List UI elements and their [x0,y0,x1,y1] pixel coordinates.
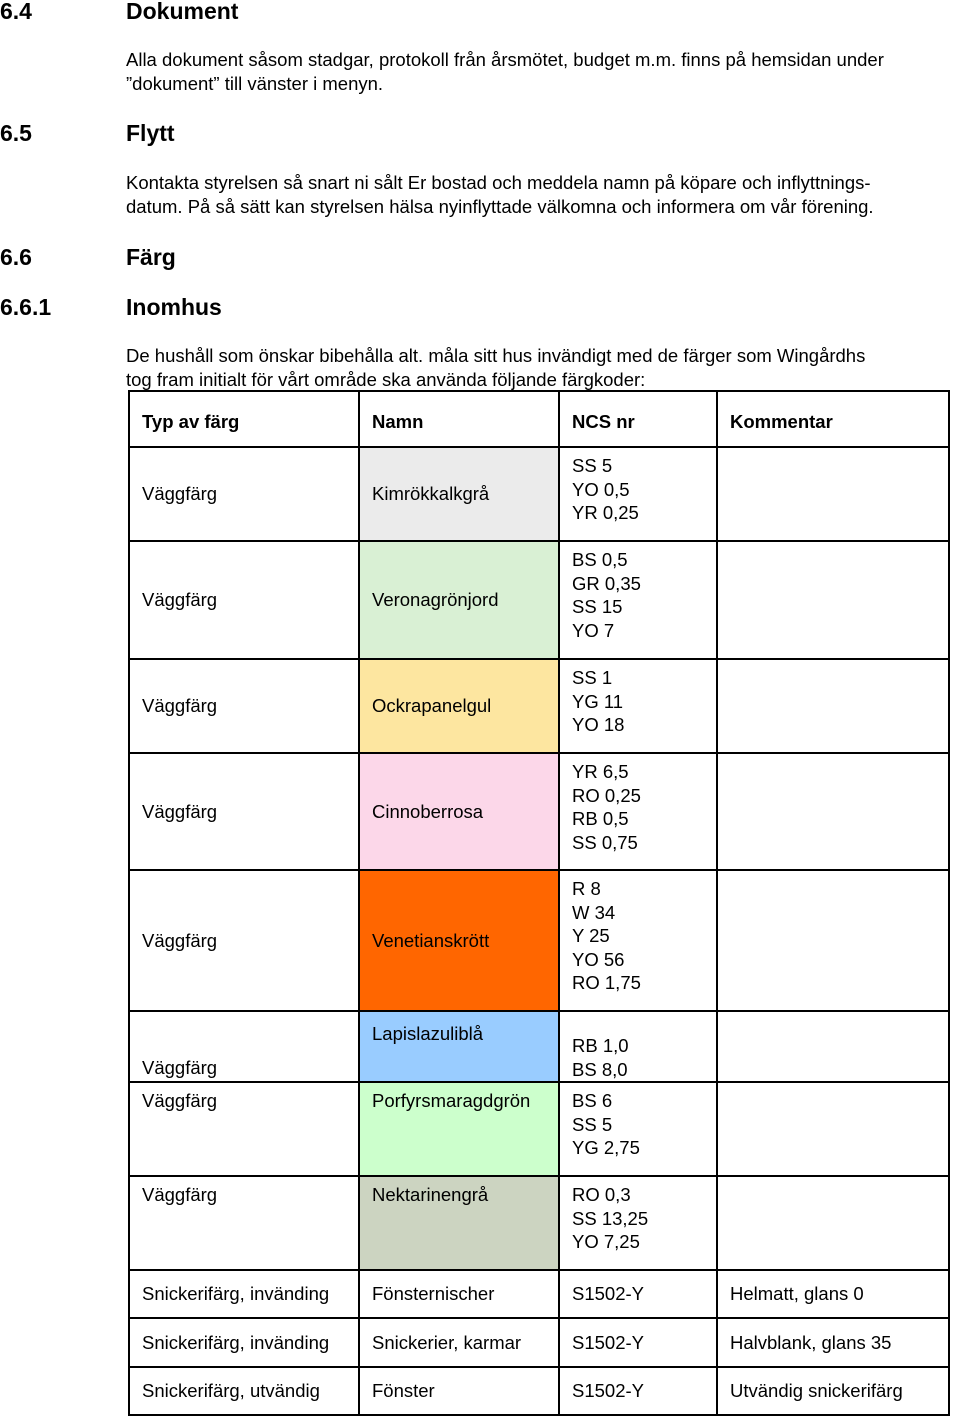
section-number: 6.5 [0,120,32,146]
section-number: 6.6.1 [0,294,52,320]
table-row [129,1318,949,1367]
cell-type: Väggfärg [129,753,359,870]
ncs-code: BS 6 [572,1090,613,1111]
ncs-code: SS 5 [572,455,613,476]
table-row [129,1011,949,1082]
cell-comment [717,1176,949,1270]
ncs-code: SS 13,25 [572,1207,649,1229]
paragraph-line: tog fram initialt för vårt område ska använda följande färgkoder: [126,368,646,390]
paragraph-dokument [126,48,884,95]
cell-comment [717,1011,949,1082]
ncs-code: S1502-Y [572,1283,644,1305]
section-title: Färg [126,244,176,270]
section-number: 6.6 [0,244,32,270]
cell-comment: Utvändig snickerifärg [717,1367,949,1415]
ncs-code: RO 0,3 [572,1184,631,1205]
cell-comment [717,447,949,541]
cell-ncs [559,1318,717,1367]
cell-name: Kimrökkalkgrå [359,447,559,541]
cell-ncs [559,541,717,659]
ncs-code: YO 18 [572,714,625,735]
paragraph-line: Alla dokument såsom stadgar, protokoll från årsmötet, budget m.m. finns på hemsidan under [126,49,884,70]
section-title: Dokument [126,0,239,24]
ncs-code: YO 0,5 [572,478,630,500]
cell-name: Fönsternischer [359,1270,559,1318]
section-title: Inomhus [126,294,222,320]
table-row [129,870,949,1011]
cell-name: Nektarinengrå [359,1176,559,1270]
cell-comment [717,870,949,1011]
header-namn: Namn [359,391,559,447]
cell-type: Snickerifärg, utvändig [129,1367,359,1415]
cell-type: Väggfärg [129,447,359,541]
cell-name: Ockrapanelgul [359,659,559,753]
table-header-row [129,391,949,447]
ncs-code: YG 2,75 [572,1137,640,1158]
ncs-code: S1502-Y [572,1380,644,1402]
cell-type: Snickerifärg, invänding [129,1318,359,1367]
ncs-code: BS 8,0 [572,1058,628,1080]
paragraph-inomhus [126,344,865,391]
section-heading-6-4 [0,0,400,24]
table-row [129,447,949,541]
ncs-code: W 34 [572,901,616,923]
ncs-code: RB 1,0 [572,1035,629,1056]
ncs-code: SS 0,75 [572,831,638,853]
ncs-code: SS 15 [572,596,623,617]
cell-type: Väggfärg [129,1176,359,1270]
cell-name: Veronagrönjord [359,541,559,659]
ncs-code: SS 5 [572,1113,613,1135]
table-row [129,659,949,753]
table-row [129,1082,949,1176]
table-row [129,1270,949,1318]
table-body [129,447,949,1415]
cell-name: Venetianskrött [359,870,559,1011]
cell-type: Snickerifärg, invänding [129,1270,359,1318]
cell-ncs [559,1082,717,1176]
cell-name: Lapislazuliblå [359,1011,559,1082]
cell-ncs [559,447,717,541]
cell-type: Väggfärg [129,870,359,1011]
ncs-code: RB 0,5 [572,808,629,829]
paragraph-line: ”dokument” till vänster i menyn. [126,72,384,94]
cell-ncs [559,753,717,870]
table-row [129,753,949,870]
section-heading-6-6 [0,244,400,270]
cell-type: Väggfärg [129,1082,359,1176]
cell-ncs [559,1011,717,1082]
ncs-code: YR 6,5 [572,761,629,782]
cell-comment [717,753,949,870]
color-table [128,390,950,1416]
cell-type: Väggfärg [129,659,359,753]
ncs-code: RO 0,25 [572,784,641,806]
cell-comment: Halvblank, glans 35 [717,1318,949,1367]
section-heading-6-6-1 [0,294,400,320]
header-typ-av-farg: Typ av färg [129,391,359,447]
cell-name: Porfyrsmaragdgrön [359,1082,559,1176]
section-number: 6.4 [0,0,32,24]
header-kommentar: Kommentar [717,391,949,447]
cell-ncs [559,1176,717,1270]
paragraph-flytt [126,171,874,218]
ncs-code: S1502-Y [572,1331,644,1353]
cell-type: Väggfärg [129,541,359,659]
cell-ncs [559,1270,717,1318]
cell-ncs [559,1367,717,1415]
section-title: Flytt [126,120,175,146]
ncs-code: YR 0,25 [572,502,639,523]
ncs-code: R 8 [572,878,601,899]
paragraph-line: De hushåll som önskar bibehålla alt. måla sitt hus invändigt med de färger som Wingårdhs [126,345,866,366]
ncs-code: SS 1 [572,667,613,688]
cell-name: Cinnoberrosa [359,753,559,870]
ncs-code: Y 25 [572,925,610,946]
cell-comment [717,541,949,659]
section-heading-6-5 [0,120,400,146]
table-row [129,541,949,659]
ncs-code: RO 1,75 [572,972,641,993]
cell-ncs [559,659,717,753]
ncs-code: YO 7,25 [572,1231,640,1252]
cell-comment [717,1082,949,1176]
cell-type: Väggfärg [129,1011,359,1082]
cell-comment: Helmatt, glans 0 [717,1270,949,1318]
ncs-code: YG 11 [572,690,624,712]
cell-comment [717,659,949,753]
paragraph-line: datum. På så sätt kan styrelsen hälsa nyinflyttade välkomna och informera om vår förening. [126,195,874,217]
ncs-code: GR 0,35 [572,572,641,594]
ncs-code: BS 0,5 [572,549,628,570]
paragraph-line: Kontakta styrelsen så snart ni sålt Er bostad och meddela namn på köpare och inflyttnings- [126,172,871,193]
cell-ncs [559,870,717,1011]
table-row [129,1176,949,1270]
cell-name: Fönster [359,1367,559,1415]
header-ncs-nr: NCS nr [559,391,717,447]
ncs-code: YO 56 [572,948,625,970]
table-row [129,1367,949,1415]
cell-name: Snickerier, karmar [359,1318,559,1367]
ncs-code: YO 7 [572,619,615,641]
